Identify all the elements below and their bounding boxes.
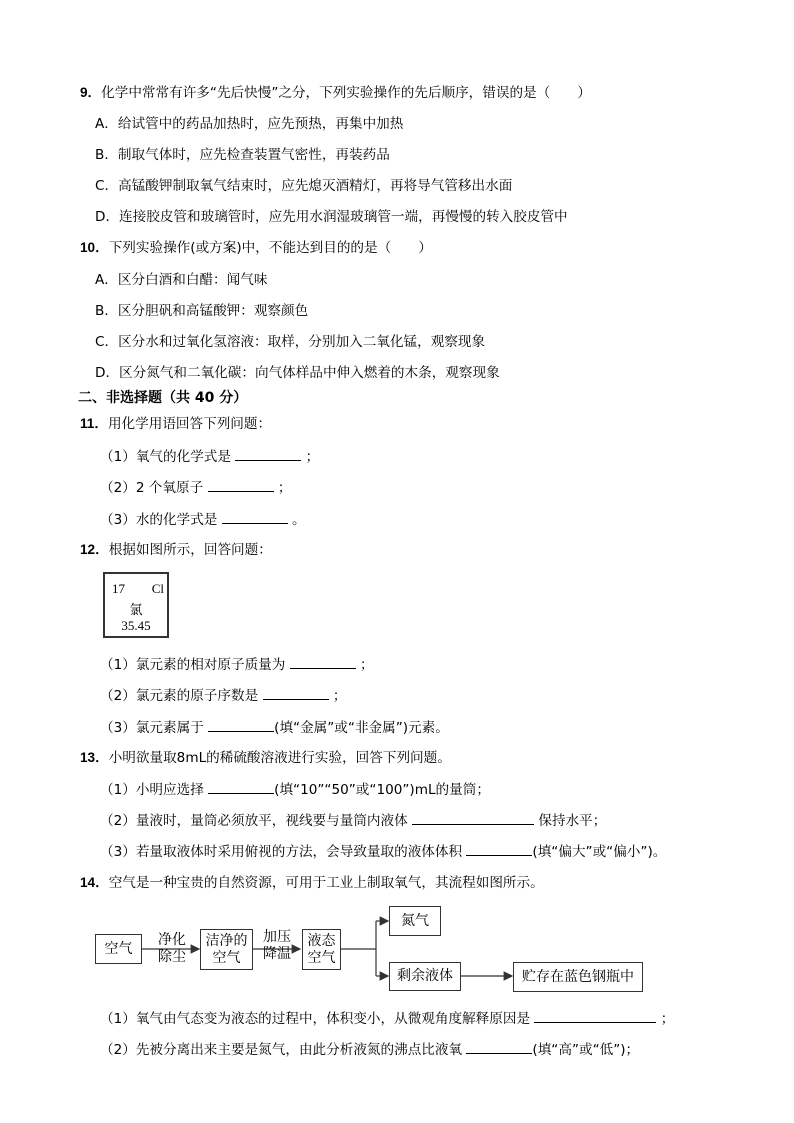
answer-blank[interactable]	[534, 1009, 656, 1023]
question-text: 化学中常常有许多“先后快慢”之分，下列实验操作的先后顺序，错误的是（ ）	[101, 85, 592, 101]
sub-question: （2）量液时，量筒必须放平，视线要与量筒内液体 保持水平；	[100, 813, 607, 829]
question-text: 下列实验操作(或方案)中，不能达到目的的是（ ）	[108, 240, 432, 256]
question-text: 用化学用语回答下列问题：	[107, 416, 272, 432]
sub-question: （3）若量取液体时采用俯视的方法，会导致量取的液体体积 (填“偏大”或“偏小”)。	[100, 844, 667, 860]
element-symbol: Cl	[151, 581, 164, 596]
option-c: C．高锰酸钾制取氧气结束时，应先熄灭酒精灯，再将导气管移出水面	[95, 178, 513, 194]
sub-question: （2）先被分离出来主要是氮气，由此分析液氮的沸点比液氧 (填“高”或“低”)；	[100, 1042, 640, 1058]
question-number: 10．	[80, 240, 109, 255]
element-name: 氯	[129, 602, 143, 617]
atomic-mass: 35.45	[121, 618, 151, 633]
sub-question: （2）2 个氧原子 ；	[100, 480, 292, 496]
question-number: 9．	[80, 85, 102, 100]
remaining-liquid-box: 剩余液体	[389, 962, 461, 991]
sub-question: （3）水的化学式是 。	[100, 512, 306, 528]
atomic-number: 17	[112, 581, 125, 596]
question-number: 11．	[80, 416, 108, 431]
sub-question: （1）氧气由气态变为液态的过程中，体积变小，从微观角度解释原因是 ；	[100, 1011, 675, 1027]
storage-box: 贮存在蓝色钢瓶中	[513, 962, 643, 992]
option-b: B．区分胆矾和高锰酸钾：观察颜色	[95, 303, 309, 319]
question-text: 小明欲量取8mL的稀硫酸溶液进行实验，回答下列问题。	[108, 750, 451, 766]
question-number: 12．	[80, 542, 109, 557]
sub-question: （3）氯元素属于 (填“金属”或“非金属”)元素。	[100, 720, 449, 736]
compress-label: 加压 降温	[263, 929, 291, 962]
question-number: 13．	[80, 750, 109, 765]
option-a: A．区分白酒和白醋：闻气味	[95, 272, 268, 288]
section-heading: 二、非选择题（共 40 分）	[78, 390, 248, 406]
question-text: 空气是一种宝贵的自然资源，可用于工业上制取氧气，其流程如图所示。	[108, 875, 544, 891]
sub-question: （1）氧气的化学式是 ；	[100, 449, 320, 465]
question-text: 根据如图所示，回答问题：	[108, 542, 272, 558]
option-c: C．区分水和过氧化氢溶液：取样，分别加入二氧化锰，观察现象	[95, 334, 486, 350]
option-b: B．制取气体时，应先检查装置气密性，再装药品	[95, 147, 390, 163]
air-box: 空气	[95, 934, 142, 964]
option-d: D．连接胶皮管和玻璃管时，应先用水润湿玻璃管一端，再慢慢的转入胶皮管中	[95, 209, 568, 225]
question-number: 14．	[80, 875, 109, 890]
option-d: D．区分氮气和二氧化碳：向气体样品中伸入燃着的木条，观察现象	[95, 365, 500, 381]
purify-label: 净化 除尘	[158, 932, 186, 965]
sub-question: （1）小明应选择 (填“10”“50”或“100”)mL的量筒；	[100, 782, 490, 798]
sub-question: （1）氯元素的相对原子质量为 ；	[100, 657, 374, 673]
liquid-air-box: 液态 空气	[302, 929, 341, 970]
clean-air-box: 洁净的 空气	[200, 929, 253, 970]
nitrogen-box: 氮气	[389, 906, 441, 936]
sub-question: （2）氯元素的原子序数是 ；	[100, 688, 347, 704]
option-a: A．给试管中的药品加热时，应先预热，再集中加热	[95, 116, 404, 132]
answer-blank[interactable]	[466, 1040, 532, 1054]
